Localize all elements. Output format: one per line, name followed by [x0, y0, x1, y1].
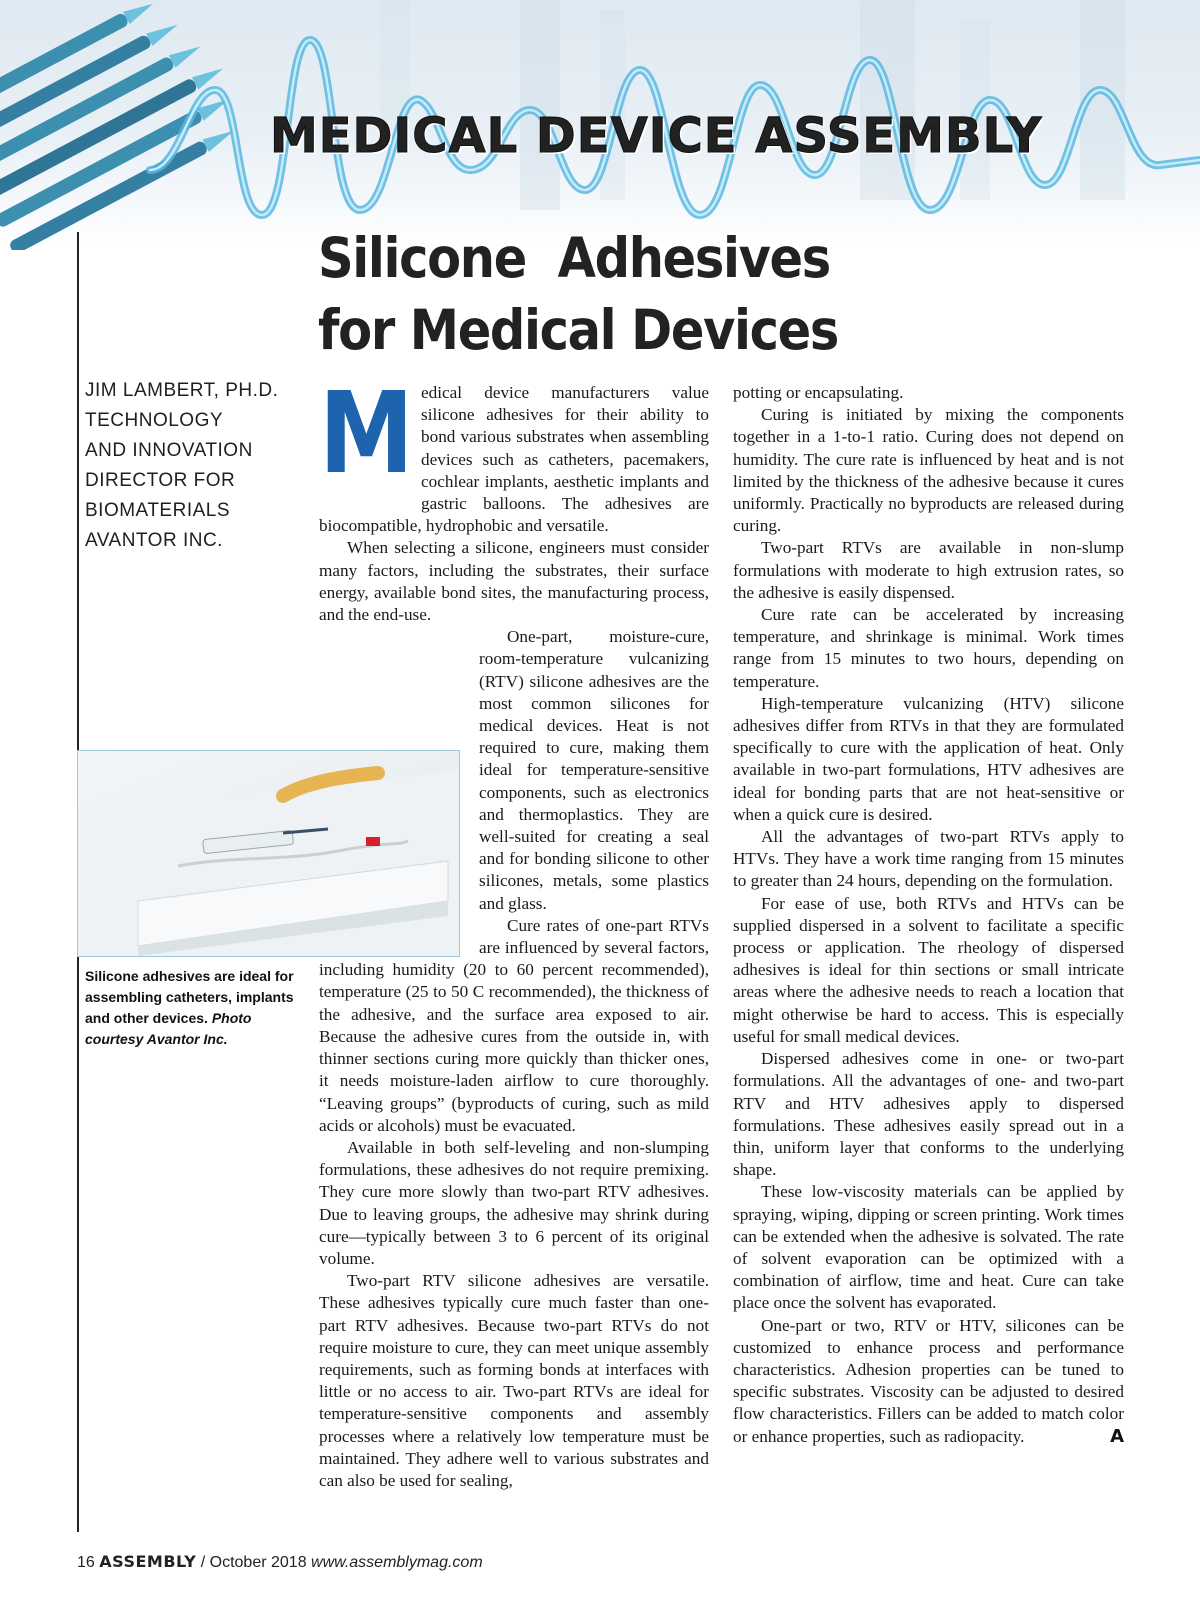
paragraph: Dispersed adhesives come in one- or two-part formulations. All the advantages of one- and two-part RTV and HTV adhesives apply to dispersed formulations. These adhesives easily spread out in a thin, uniform layer that conforms to the underlying shape. [733, 1049, 1124, 1180]
page-footer [77, 1552, 483, 1572]
byline-line: JIM LAMBERT, PH.D. [85, 380, 279, 401]
paragraph: When selecting a silicone, engineers must consider many factors, including the substrates, their surface energy, available bond sites, the manufacturing process, and the end-use. [319, 538, 709, 625]
end-mark: A [1110, 1425, 1124, 1447]
paragraph: Cure rates of one-part RTVs are influenced by several factors, including humidity (20 to 60 percent recommended), temperature (25 to 50 C recommended), the thickness of the adhesive, and the surface area exposed to air. Because the adhesive cures from the outside in, with thinner sections curing more quickly than thicker ones, it needs moisture-laden airflow to cure thoroughly. “Leaving groups” (byproducts of curing, such as mild acids or alcohols) must be evacuated. [319, 915, 709, 1135]
article-column-1 [319, 369, 709, 1492]
author-byline [85, 376, 305, 556]
paragraph: Two-part RTV silicone adhesives are versatile. These adhesives typically cure much faster than one-part RTV adhesives. Because two-part RTVs do not require moisture to cure, they can meet unique assembly requirements, such as forming bonds at interfaces with little or no access to air. Two-part RTVs are ideal for temperature-sensitive components and assembly processes where a relatively low temperature must be maintained. They adhere well to various substrates and can also be used for sealing, [319, 1271, 709, 1490]
section-title: MEDICAL DEVICE ASSEMBLY [270, 108, 1043, 164]
background-grid-art [380, 0, 1125, 210]
header-banner [0, 0, 1200, 250]
byline-line: AND INNOVATION [85, 440, 253, 461]
paragraph: One-part or two, RTV or HTV, silicones can be customized to enhance process and performance characteristics. Adhesion properties can be tuned to specific substrates. Viscosity can be adjusted to desired flow characteristics. Fillers can be added to match color or enhance properties, such as radiopacity. A [733, 1315, 1124, 1447]
caption-text: Silicone adhesives are ideal for assembling catheters, implants and other devices. [85, 968, 294, 1026]
byline-line: TECHNOLOGY [85, 410, 224, 431]
issue-date: / October 2018 [200, 1554, 307, 1571]
byline-line: BIOMATERIALS [85, 500, 231, 521]
surgical-tools-illustration [0, 0, 255, 250]
byline-line: DIRECTOR FOR [85, 470, 236, 491]
photo-caption [85, 966, 307, 1050]
paragraph: Medical device manufacturers value silicone adhesives for their ability to bond various substrates when assembling devices such as catheters, pacemakers, cochlear implants, aesthetic implants and gastric balloons. The adhesives are biocompatible, hydrophobic and versatile. [319, 369, 709, 536]
article-column-2 [733, 382, 1124, 1448]
paragraph: Two-part RTVs are available in non-slump formulations with moderate to high extrusion rates, so the adhesive is easily dispensed. [733, 538, 1124, 602]
paragraph: Cure rate can be accelerated by increasing temperature, and shrinkage is minimal. Work times range from 15 minutes to two hours, depending on temperature. [733, 605, 1124, 691]
paragraph: All the advantages of two-part RTVs apply to HTVs. They have a work time ranging from 15 minutes to greater than 24 hours, depending on the formulation. [733, 827, 1124, 891]
paragraph: High-temperature vulcanizing (HTV) silicone adhesives differ from RTVs in that they are formulated specifically to cure with the application of heat. Only available in two-part formulations, HTV adhesives are ideal for bonding parts that are not heat-sensitive or when a quick cure is desired. [733, 693, 1124, 824]
paragraph: Available in both self-leveling and non-slumping formulations, these adhesives do not require premixing. They cure more slowly than two-part RTV adhesives. Due to leaving groups, the adhesive may shrink during cure—typically between 3 to 6 percent of its original volume. [319, 1137, 709, 1268]
drop-cap: M [319, 369, 414, 499]
article-headline [318, 222, 894, 366]
paragraph: For ease of use, both RTVs and HTVs can be supplied dispersed in a solvent to facilitate a specific process or application. The rheology of dispersed adhesives is ideal for thin sections or small intricate areas where the adhesive needs to reach a location that might otherwise be hard to access. This is especially useful for small medical devices. [733, 893, 1124, 1046]
headline-line-2: for Medical Devices [318, 298, 838, 362]
caption-credit: Photo courtesy Avantor Inc. [85, 1010, 252, 1047]
paragraph: potting or encapsulating. [733, 383, 904, 402]
paragraph: Curing is initiated by mixing the components together in a 1-to-1 ratio. Curing does not depend on humidity. The cure rate is influenced by heat and is not limited by the thickness of the adhesive because it cures uniformly. Practically no byproducts are released during curing. [733, 405, 1124, 536]
page-number: 16 [77, 1554, 95, 1571]
magazine-name: ASSEMBLY [99, 1552, 197, 1571]
paragraph: These low-viscosity materials can be applied by spraying, wiping, dipping or screen printing. Work times can be extended when the adhesive is solvated. The rate of solvent evaporation can be optimized with a combination of airflow, time and heat. Cure can take place once the solvent has evaporated. [733, 1182, 1124, 1313]
headline-line-1: Silicone Adhesives [318, 226, 830, 290]
byline-line: AVANTOR INC. [85, 530, 223, 551]
paragraph: One-part, moisture-cure, room-temperature vulcanizing (RTV) silicone adhesives are the most common silicones for medical devices. Heat is not required to cure, making them ideal for temperature-sensitive components, such as electronics and thermoplastics. They are well-suited for creating a seal and for bonding silicone to other silicones, metals, some plastics and glass. [479, 627, 709, 913]
magazine-url: www.assemblymag.com [311, 1554, 483, 1571]
